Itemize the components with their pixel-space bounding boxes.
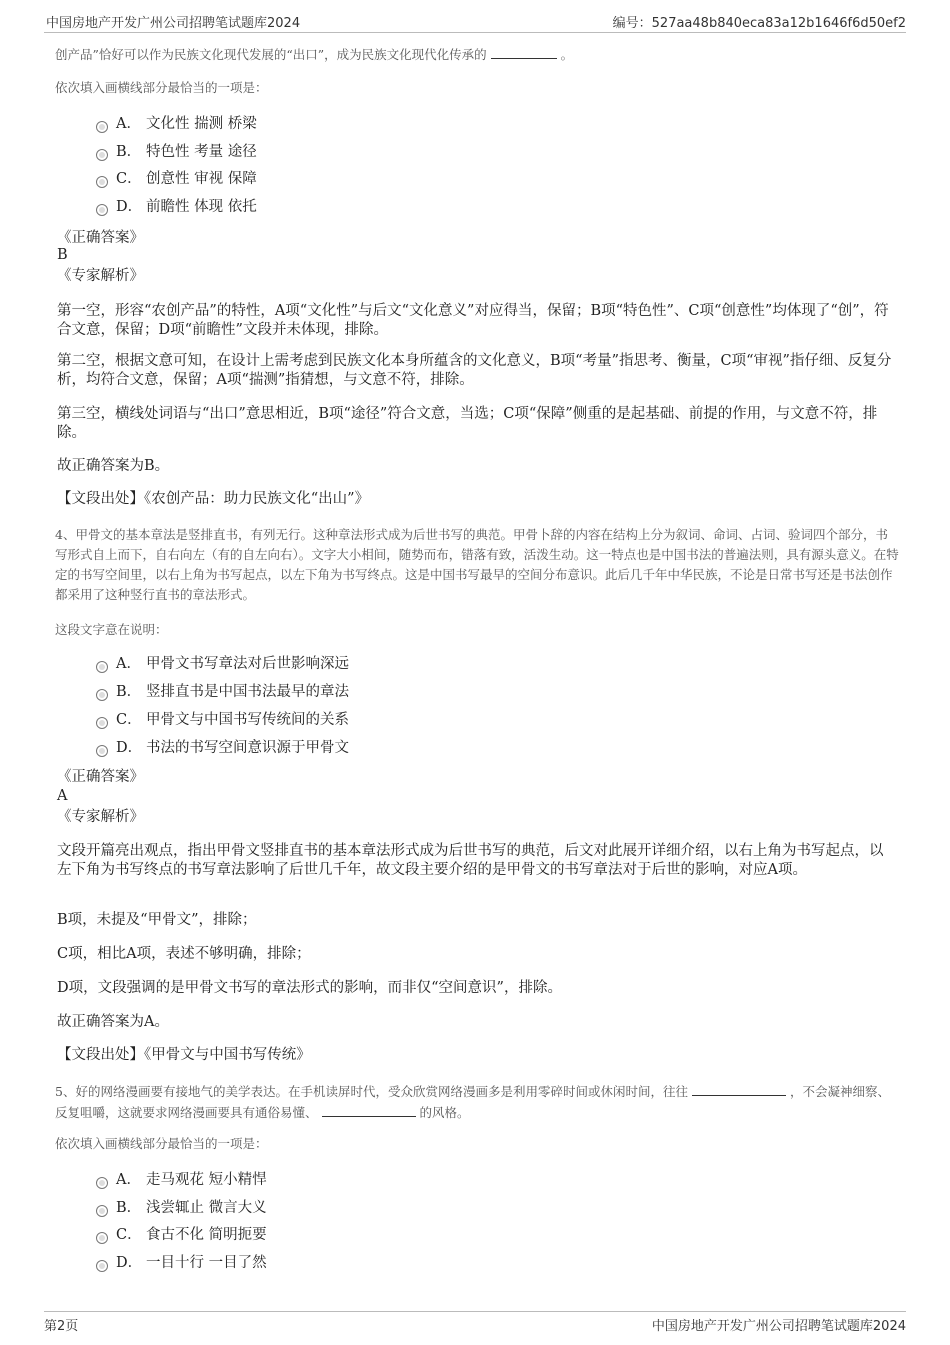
q4-answer: A [57,788,68,804]
q3-option-a[interactable]: A． 文化性 揣测 桥梁 [96,113,257,135]
q5-option-d[interactable]: D． 一目十行 一目了然 [96,1252,267,1274]
q5-text-a: 5、好的网络漫画要有接地气的美学表达。在手机读屏时代，受众欣赏网络漫画多是利用零碎时间或休闲时间，往往 [55,1084,688,1099]
q3-cont-end: 。 [560,47,574,62]
q3-blank [491,44,557,59]
radio-icon[interactable] [96,689,108,701]
q4-analysis-label: 《专家解析》 [57,809,144,825]
radio-icon[interactable] [96,204,108,216]
radio-icon[interactable] [96,1260,108,1272]
q4-text: 4、甲骨文的基本章法是竖排直书，有列无行。这种章法形式成为后世书写的典范。甲骨卜辞的内容在结构上分为叙词、命词、占词、验词四个部分，书写形式自上而下，自右向左（有的自左向右）。文字大小相间，随势而布，错落有致，活泼生动。这一特点也是中国书法的普遍法则，具有源头意义。在特定的书写空间里，以右上角为书写起点，以左下角为书写终点。这是中国书写最早的空间分布意识。此后几千年中华民族，不论是日常书写还是书法创作都采用了这种竖行直书的章法形式。 [55,527,899,602]
radio-icon[interactable] [96,176,108,188]
header-code: 编号：527aa48b840eca83a12b1646f6d50ef2 [612,16,906,31]
q5-option-a[interactable]: A． 走马观花 短小精悍 [96,1169,267,1191]
q3-analysis-label: 《专家解析》 [57,268,144,284]
radio-icon[interactable] [96,1205,108,1217]
q3-analysis-4: 故正确答案为B。 [57,458,170,474]
q3-continuation [55,44,905,65]
q4-option-a[interactable]: A． 甲骨文书写章法对后世影响深远 [96,653,349,675]
page-number: 第2页 [44,1319,79,1334]
q5-text-c: 的风格。 [419,1105,470,1120]
q5-option-c[interactable]: C． 食古不化 简明扼要 [96,1224,267,1246]
q3-answer: B [57,247,68,263]
footer-title: 中国房地产开发广州公司招聘笔试题库2024 [651,1319,906,1334]
q4-option-c[interactable]: C． 甲骨文与中国书写传统间的关系 [96,709,349,731]
q4-analysis-5: 故正确答案为A。 [57,1014,169,1030]
q3-source: 【文段出处】《农创产品：助力民族文化“出山”》 [57,491,370,507]
q5-blank-2 [322,1102,416,1117]
radio-icon[interactable] [96,745,108,757]
radio-icon[interactable] [96,661,108,673]
q5-option-b[interactable]: B． 浅尝辄止 微言大义 [96,1197,267,1219]
q4-analysis-1: 文段开篇亮出观点，指出甲骨文竖排直书的基本章法形式成为后世书写的典范，后文对此展开详细介绍，以右上角为书写起点，以左下角为书写终点的书写章法影响了后世几千年，故文段主要介绍的是甲骨文的书写章法对于后世的影响，对应A项。 [57,843,884,878]
q4-option-b[interactable]: B． 竖排直书是中国书法最早的章法 [96,681,349,703]
page-footer [44,1311,906,1332]
q3-analysis-2: 第二空，根据文意可知，在设计上需考虑到民族文化本身所蕴含的文化意义，B项“考量”指思考、衡量，C项“审视”指仔细、反复分析，均符合文意，保留；A项“揣测”指猜想，与文意不符，排除。 [57,353,892,388]
q4-analysis-2: B项，未提及“甲骨文”，排除； [57,912,257,928]
q4-source: 【文段出处】《甲骨文与中国书写传统》 [57,1047,311,1063]
q5-text-b: ，不会凝神细察、反复咀嚼，这就要求网络漫画要具有通俗易懂、 [55,1084,890,1120]
q4-answer-label: 《正确答案》 [57,769,144,785]
q5-text [55,1081,900,1123]
header-title: 中国房地产开发广州公司招聘笔试题库2024 [46,16,301,31]
q3-analysis-3: 第三空，横线处词语与“出口”意思相近，B项“途径”符合文意，当选；C项“保障”侧重的是起基础、前提的作用，与文意不符，排除。 [57,406,878,441]
radio-icon[interactable] [96,717,108,729]
q3-option-d[interactable]: D． 前瞻性 体现 依托 [96,196,257,218]
q3-prompt: 依次填入画横线部分最恰当的一项是： [55,80,268,95]
page-header [44,12,906,33]
q5-blank-1 [692,1081,786,1096]
q5-prompt: 依次填入画横线部分最恰当的一项是： [55,1136,268,1151]
q4-analysis-3: C项，相比A项，表述不够明确，排除； [57,946,311,962]
q3-answer-label: 《正确答案》 [57,230,144,246]
q3-cont-text: 创产品”恰好可以作为民族文化现代发展的“出口”，成为民族文化现代化传承的 [55,47,487,62]
q3-analysis-1: 第一空，形容“农创产品”的特性，A项“文化性”与后文“文化意义”对应得当，保留；B项“特色性”、C项“创意性”均体现了“创”，符合文意，保留；D项“前瞻性”文段并未体现，排除。 [57,303,889,338]
radio-icon[interactable] [96,1177,108,1189]
q3-option-c[interactable]: C． 创意性 审视 保障 [96,168,257,190]
radio-icon[interactable] [96,149,108,161]
q4-option-d[interactable]: D． 书法的书写空间意识源于甲骨文 [96,737,349,759]
q4-prompt: 这段文字意在说明： [55,622,168,637]
q4-analysis-4: D项，文段强调的是甲骨文书写的章法形式的影响，而非仅“空间意识”，排除。 [57,980,562,996]
radio-icon[interactable] [96,121,108,133]
radio-icon[interactable] [96,1232,108,1244]
q3-option-b[interactable]: B． 特色性 考量 途径 [96,141,257,163]
